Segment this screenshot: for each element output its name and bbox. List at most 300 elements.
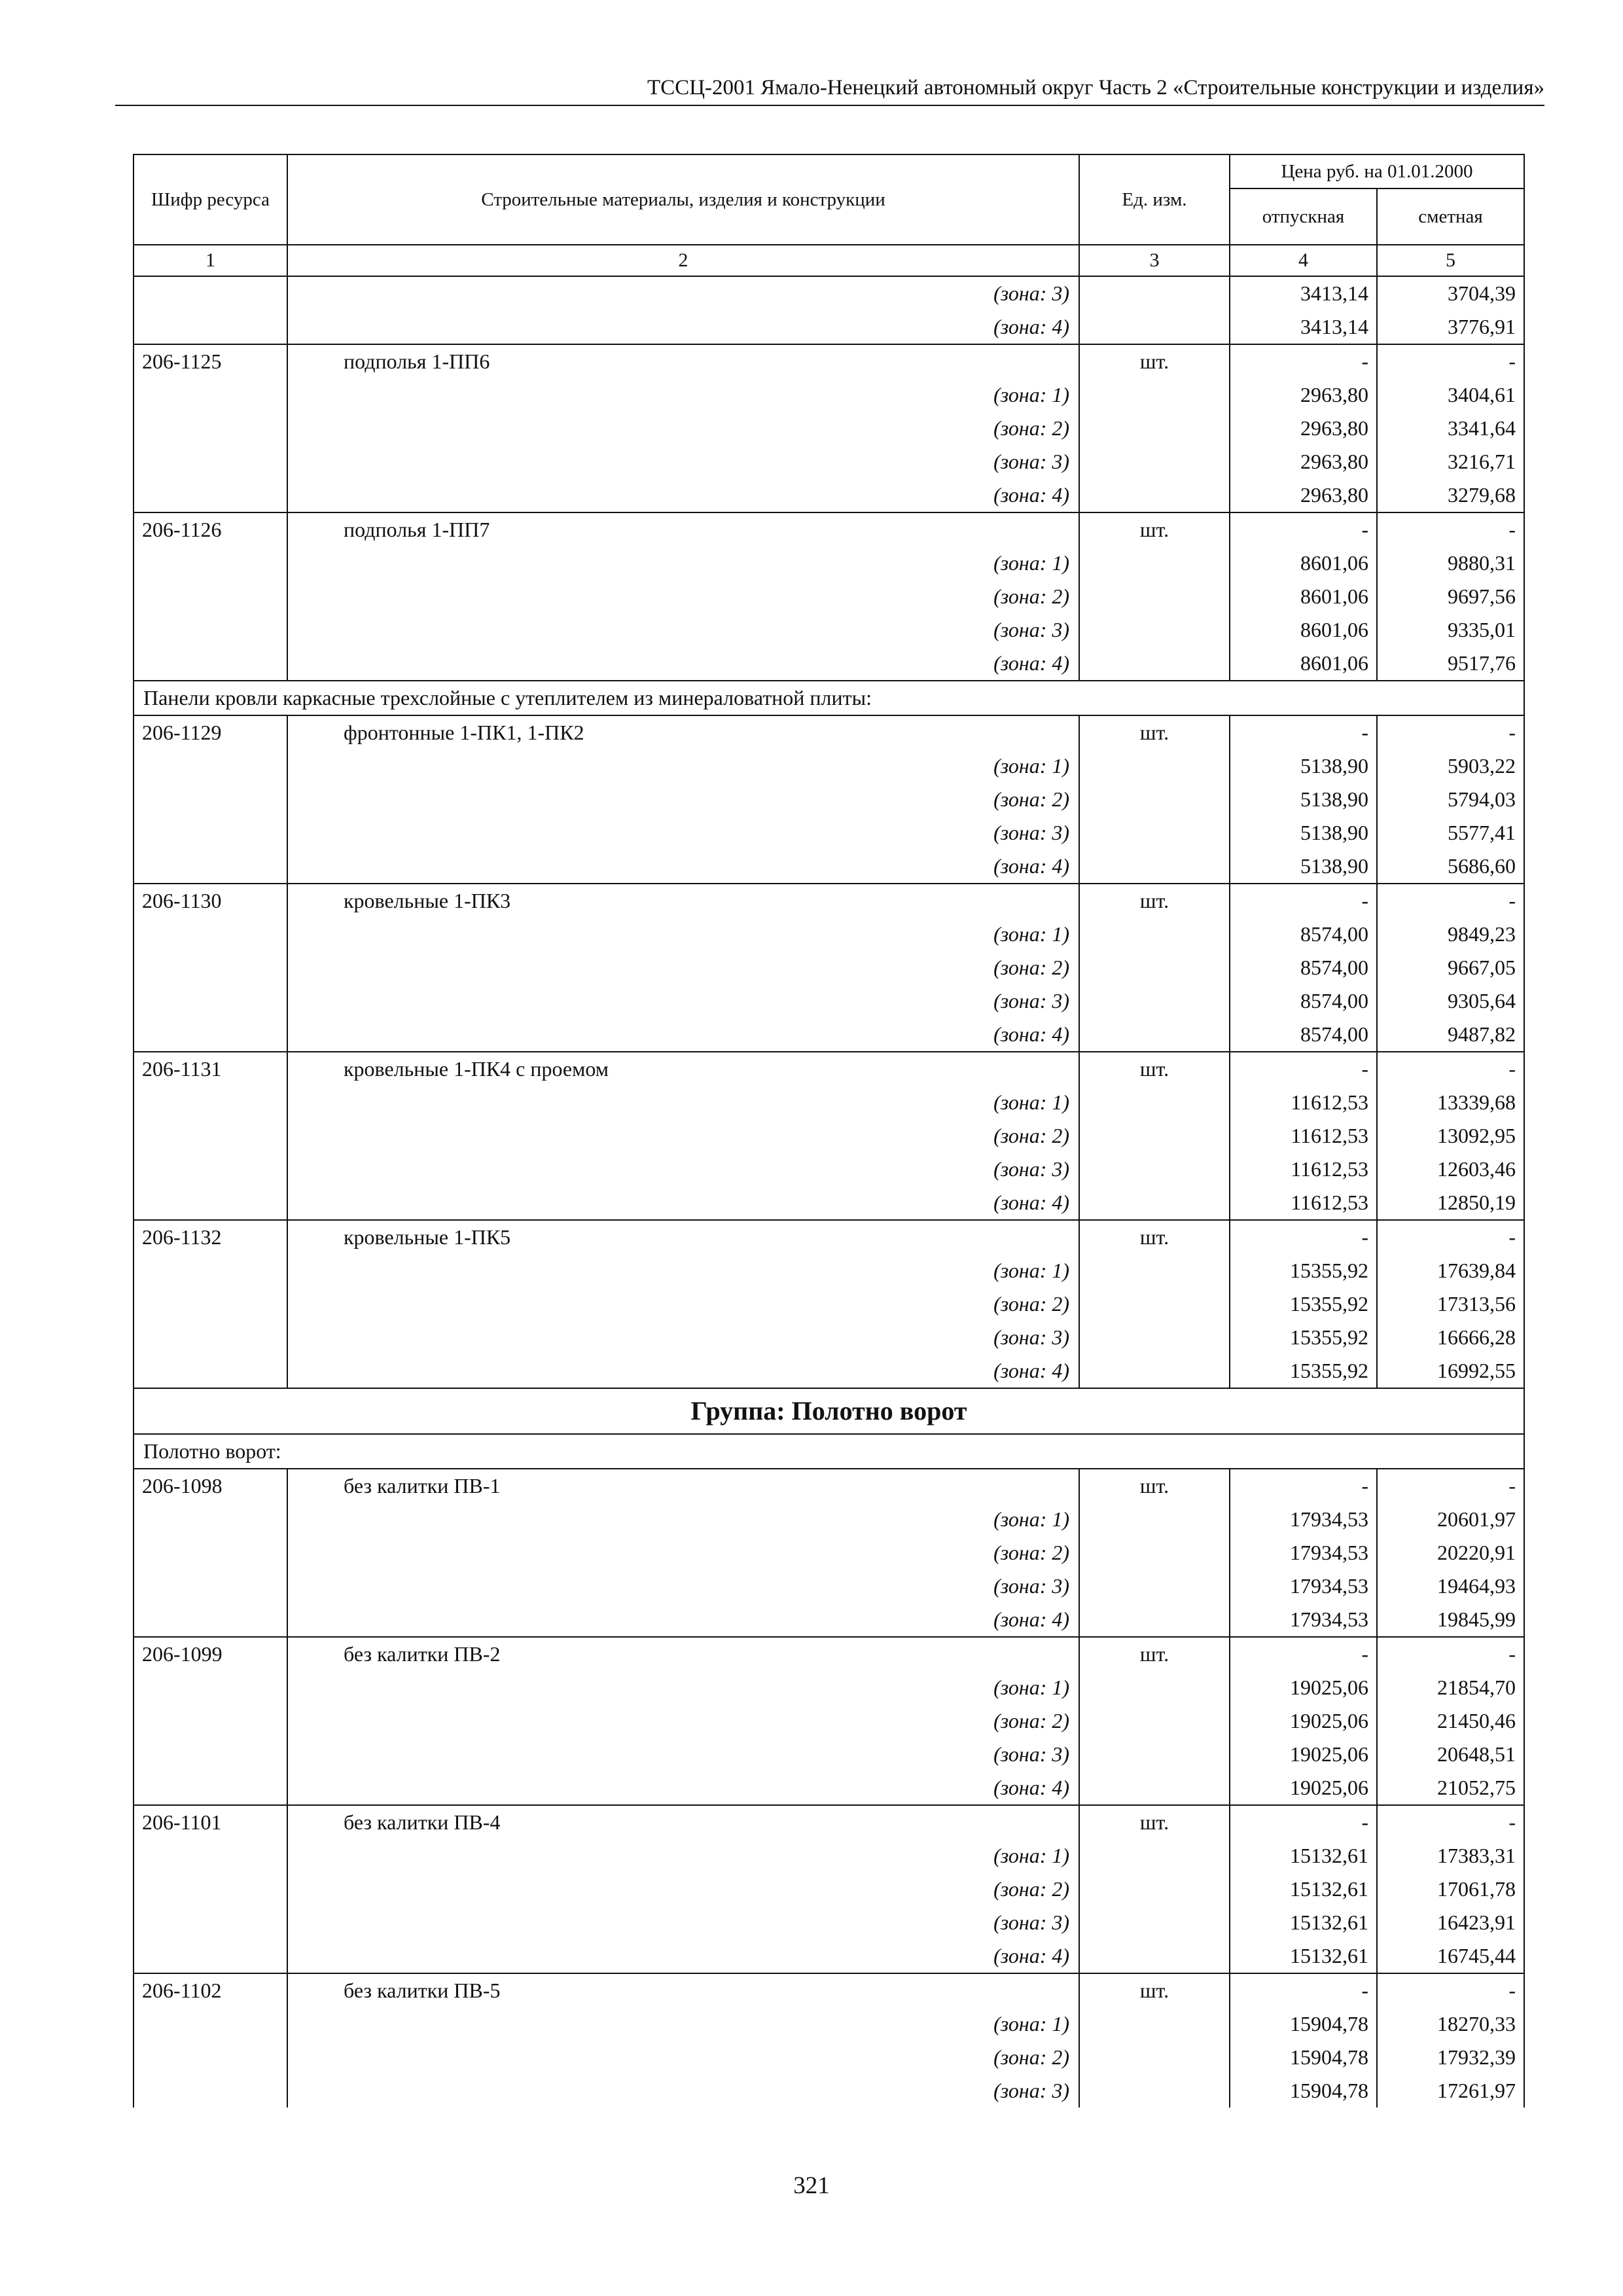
table-row-zone	[134, 1570, 1524, 1603]
resource-code-empty	[134, 1738, 287, 1771]
table-row-item	[134, 512, 1524, 547]
unit-cell: шт.	[1079, 1805, 1230, 1839]
estimate-price: 21052,75	[1377, 1771, 1524, 1805]
zone-label: (зона: 2)	[287, 1536, 1079, 1570]
resource-code-empty	[134, 984, 287, 1018]
zone-label: (зона: 2)	[287, 1873, 1079, 1906]
unit-cell-empty	[1079, 276, 1230, 310]
resource-code-empty	[134, 1536, 287, 1570]
estimate-price: 9849,23	[1377, 918, 1524, 951]
estimate-price: -	[1377, 1220, 1524, 1254]
resource-code-empty	[134, 1153, 287, 1186]
unit-cell-empty	[1079, 1119, 1230, 1153]
resource-code-empty	[134, 951, 287, 984]
estimate-price: 9305,64	[1377, 984, 1524, 1018]
table-row-zone	[134, 1086, 1524, 1119]
table-row-subheading	[134, 681, 1524, 715]
unit-cell-empty	[1079, 1738, 1230, 1771]
release-price: 15355,92	[1230, 1354, 1377, 1388]
subheading-text: Панели кровли каркасные трехслойные с утеплителем из минераловатной плиты:	[134, 681, 1524, 715]
table-row-subheading	[134, 1434, 1524, 1469]
release-price: -	[1230, 1220, 1377, 1254]
table-row-zone	[134, 547, 1524, 580]
unit-cell-empty	[1079, 1603, 1230, 1637]
resource-code: 206-1099	[134, 1637, 287, 1671]
release-price: 8574,00	[1230, 918, 1377, 951]
unit-cell-empty	[1079, 2074, 1230, 2108]
zone-label: (зона: 4)	[287, 850, 1079, 884]
col-header-estimate: сметная	[1377, 188, 1524, 245]
release-price: 17934,53	[1230, 1536, 1377, 1570]
estimate-price: 13339,68	[1377, 1086, 1524, 1119]
estimate-price: 3704,39	[1377, 276, 1524, 310]
unit-cell-empty	[1079, 445, 1230, 478]
table-row-item	[134, 344, 1524, 378]
estimate-price: 18270,33	[1377, 2007, 1524, 2041]
material-name: без калитки ПВ-1	[287, 1469, 1079, 1503]
table-row-zone	[134, 1536, 1524, 1570]
estimate-price: 9517,76	[1377, 647, 1524, 681]
col-header-release: отпускная	[1230, 188, 1377, 245]
zone-label: (зона: 2)	[287, 2041, 1079, 2074]
table-row-zone	[134, 783, 1524, 816]
estimate-price: 16423,91	[1377, 1906, 1524, 1939]
zone-label: (зона: 3)	[287, 613, 1079, 647]
table-row-zone	[134, 850, 1524, 884]
table-body	[134, 276, 1524, 2108]
table-row-zone	[134, 1939, 1524, 1973]
resource-code-empty	[134, 445, 287, 478]
resource-code-empty	[134, 918, 287, 951]
estimate-price: 5577,41	[1377, 816, 1524, 850]
table-row-item	[134, 1973, 1524, 2007]
estimate-price: -	[1377, 1637, 1524, 1671]
estimate-price: 20601,97	[1377, 1503, 1524, 1536]
resource-code: 206-1101	[134, 1805, 287, 1839]
release-price: 15904,78	[1230, 2074, 1377, 2108]
estimate-price: 9487,82	[1377, 1018, 1524, 1052]
unit-cell: шт.	[1079, 1052, 1230, 1086]
estimate-price: 9880,31	[1377, 547, 1524, 580]
zone-label: (зона: 1)	[287, 1086, 1079, 1119]
zone-label: (зона: 4)	[287, 310, 1079, 344]
table-row-item	[134, 1469, 1524, 1503]
estimate-price: 17932,39	[1377, 2041, 1524, 2074]
table-row-zone	[134, 1503, 1524, 1536]
resource-code: 206-1126	[134, 512, 287, 547]
unit-cell-empty	[1079, 1771, 1230, 1805]
unit-cell-empty	[1079, 1873, 1230, 1906]
table-row-zone	[134, 1153, 1524, 1186]
estimate-price: -	[1377, 512, 1524, 547]
estimate-price: 12603,46	[1377, 1153, 1524, 1186]
release-price: 17934,53	[1230, 1503, 1377, 1536]
release-price: 8601,06	[1230, 647, 1377, 681]
table-row-group	[134, 1388, 1524, 1434]
zone-label: (зона: 3)	[287, 1321, 1079, 1354]
resource-code-empty	[134, 749, 287, 783]
unit-cell-empty	[1079, 1153, 1230, 1186]
material-name: без калитки ПВ-5	[287, 1973, 1079, 2007]
resource-code-empty	[134, 647, 287, 681]
table-row-zone	[134, 1603, 1524, 1637]
zone-label: (зона: 2)	[287, 1287, 1079, 1321]
estimate-price: -	[1377, 1973, 1524, 2007]
estimate-price: 9667,05	[1377, 951, 1524, 984]
resource-code-empty	[134, 850, 287, 884]
unit-cell-empty	[1079, 580, 1230, 613]
unit-cell-empty	[1079, 1254, 1230, 1287]
unit-cell-empty	[1079, 2041, 1230, 2074]
unit-cell-empty	[1079, 310, 1230, 344]
price-table	[133, 154, 1525, 2108]
table-row-zone	[134, 445, 1524, 478]
resource-code-empty	[134, 1939, 287, 1973]
release-price: 8601,06	[1230, 580, 1377, 613]
estimate-price: 19845,99	[1377, 1603, 1524, 1637]
col-number-1: 1	[134, 245, 287, 276]
resource-code-empty	[134, 310, 287, 344]
zone-label: (зона: 1)	[287, 749, 1079, 783]
zone-label: (зона: 2)	[287, 783, 1079, 816]
unit-cell-empty	[1079, 816, 1230, 850]
release-price: 2963,80	[1230, 412, 1377, 445]
estimate-price: 16745,44	[1377, 1939, 1524, 1973]
resource-code-empty	[134, 478, 287, 512]
zone-label: (зона: 2)	[287, 580, 1079, 613]
table-row-zone	[134, 1254, 1524, 1287]
col-number-3: 3	[1079, 245, 1230, 276]
release-price: 15355,92	[1230, 1321, 1377, 1354]
release-price: 2963,80	[1230, 478, 1377, 512]
unit-cell-empty	[1079, 547, 1230, 580]
unit-cell-empty	[1079, 1704, 1230, 1738]
unit-cell-empty	[1079, 850, 1230, 884]
col-number-2: 2	[287, 245, 1079, 276]
group-title: Группа: Полотно ворот	[134, 1388, 1524, 1434]
estimate-price: 17639,84	[1377, 1254, 1524, 1287]
zone-label: (зона: 3)	[287, 1738, 1079, 1771]
release-price: 3413,14	[1230, 310, 1377, 344]
table-row-zone	[134, 310, 1524, 344]
table-row-zone	[134, 1018, 1524, 1052]
unit-cell: шт.	[1079, 884, 1230, 918]
resource-code-empty	[134, 2007, 287, 2041]
release-price: 17934,53	[1230, 1570, 1377, 1603]
release-price: -	[1230, 1805, 1377, 1839]
resource-code-empty	[134, 276, 287, 310]
resource-code-empty	[134, 378, 287, 412]
col-number-5: 5	[1377, 245, 1524, 276]
material-name: кровельные 1-ПК3	[287, 884, 1079, 918]
unit-cell-empty	[1079, 1018, 1230, 1052]
release-price: -	[1230, 1973, 1377, 2007]
estimate-price: 3341,64	[1377, 412, 1524, 445]
resource-code-empty	[134, 1086, 287, 1119]
table-row-zone	[134, 580, 1524, 613]
material-name: без калитки ПВ-4	[287, 1805, 1079, 1839]
resource-code-empty	[134, 1321, 287, 1354]
release-price: 19025,06	[1230, 1738, 1377, 1771]
zone-label: (зона: 1)	[287, 1671, 1079, 1704]
release-price: 15904,78	[1230, 2041, 1377, 2074]
resource-code-empty	[134, 613, 287, 647]
release-price: 5138,90	[1230, 816, 1377, 850]
material-name: подполья 1-ПП6	[287, 344, 1079, 378]
unit-cell-empty	[1079, 1503, 1230, 1536]
release-price: -	[1230, 1469, 1377, 1503]
col-header-price-group: Цена руб. на 01.01.2000	[1230, 154, 1524, 188]
resource-code-empty	[134, 1873, 287, 1906]
estimate-price: 17061,78	[1377, 1873, 1524, 1906]
release-price: -	[1230, 884, 1377, 918]
unit-cell-empty	[1079, 1939, 1230, 1973]
zone-label: (зона: 2)	[287, 1704, 1079, 1738]
resource-code: 206-1129	[134, 715, 287, 749]
estimate-price: 17261,97	[1377, 2074, 1524, 2108]
resource-code-empty	[134, 2074, 287, 2108]
col-header-name: Строительные материалы, изделия и конструкции	[287, 154, 1079, 245]
estimate-price: -	[1377, 1805, 1524, 1839]
material-name: без калитки ПВ-2	[287, 1637, 1079, 1671]
unit-cell: шт.	[1079, 344, 1230, 378]
release-price: 15132,61	[1230, 1939, 1377, 1973]
estimate-price: 5794,03	[1377, 783, 1524, 816]
resource-code-empty	[134, 412, 287, 445]
release-price: 5138,90	[1230, 850, 1377, 884]
release-price: 19025,06	[1230, 1671, 1377, 1704]
table-row-item	[134, 1220, 1524, 1254]
table-row-item	[134, 715, 1524, 749]
estimate-price: 3776,91	[1377, 310, 1524, 344]
zone-label: (зона: 2)	[287, 412, 1079, 445]
zone-label: (зона: 3)	[287, 445, 1079, 478]
zone-label: (зона: 3)	[287, 276, 1079, 310]
resource-code-empty	[134, 1018, 287, 1052]
table-row-zone	[134, 2041, 1524, 2074]
release-price: 15355,92	[1230, 1254, 1377, 1287]
release-price: 15355,92	[1230, 1287, 1377, 1321]
zone-label: (зона: 1)	[287, 378, 1079, 412]
table-row-zone	[134, 2074, 1524, 2108]
estimate-price: -	[1377, 715, 1524, 749]
zone-label: (зона: 1)	[287, 547, 1079, 580]
unit-cell-empty	[1079, 1536, 1230, 1570]
zone-label: (зона: 4)	[287, 1771, 1079, 1805]
table-row-zone	[134, 1321, 1524, 1354]
unit-cell-empty	[1079, 1839, 1230, 1873]
release-price: -	[1230, 715, 1377, 749]
unit-cell-empty	[1079, 1287, 1230, 1321]
zone-label: (зона: 3)	[287, 1153, 1079, 1186]
unit-cell: шт.	[1079, 715, 1230, 749]
zone-label: (зона: 1)	[287, 918, 1079, 951]
estimate-price: 9697,56	[1377, 580, 1524, 613]
unit-cell-empty	[1079, 647, 1230, 681]
zone-label: (зона: 2)	[287, 951, 1079, 984]
resource-code-empty	[134, 1354, 287, 1388]
table-row-zone	[134, 647, 1524, 681]
unit-cell-empty	[1079, 984, 1230, 1018]
estimate-price: 16992,55	[1377, 1354, 1524, 1388]
table-row-zone	[134, 412, 1524, 445]
zone-label: (зона: 3)	[287, 1906, 1079, 1939]
page-header: ТССЦ-2001 Ямало-Ненецкий автономный округ Часть 2 «Строительные конструкции и изделия»	[647, 76, 1544, 99]
resource-code: 206-1131	[134, 1052, 287, 1086]
col-header-unit: Ед. изм.	[1079, 154, 1230, 245]
resource-code-empty	[134, 1503, 287, 1536]
col-number-4: 4	[1230, 245, 1377, 276]
release-price: 11612,53	[1230, 1086, 1377, 1119]
zone-label: (зона: 4)	[287, 1603, 1079, 1637]
table-row-zone	[134, 1839, 1524, 1873]
release-price: 15904,78	[1230, 2007, 1377, 2041]
material-name: фронтонные 1-ПК1, 1-ПК2	[287, 715, 1079, 749]
table-row-zone	[134, 1186, 1524, 1220]
release-price: 11612,53	[1230, 1153, 1377, 1186]
estimate-price: 12850,19	[1377, 1186, 1524, 1220]
table-row-zone	[134, 1771, 1524, 1805]
table-row-zone	[134, 1873, 1524, 1906]
table-row-zone	[134, 816, 1524, 850]
table-row-zone	[134, 478, 1524, 512]
release-price: 15132,61	[1230, 1873, 1377, 1906]
resource-code-empty	[134, 547, 287, 580]
estimate-price: 20220,91	[1377, 1536, 1524, 1570]
unit-cell-empty	[1079, 1906, 1230, 1939]
zone-label: (зона: 3)	[287, 1570, 1079, 1603]
release-price: 3413,14	[1230, 276, 1377, 310]
resource-code-empty	[134, 1570, 287, 1603]
resource-code-empty	[134, 1839, 287, 1873]
zone-label: (зона: 3)	[287, 984, 1079, 1018]
estimate-price: 19464,93	[1377, 1570, 1524, 1603]
table-row-zone	[134, 918, 1524, 951]
zone-label: (зона: 3)	[287, 816, 1079, 850]
subheading-text: Полотно ворот:	[134, 1434, 1524, 1469]
table-row-item	[134, 1805, 1524, 1839]
resource-code: 206-1125	[134, 344, 287, 378]
unit-cell-empty	[1079, 1321, 1230, 1354]
release-price: 5138,90	[1230, 783, 1377, 816]
unit-cell-empty	[1079, 1186, 1230, 1220]
estimate-price: 3279,68	[1377, 478, 1524, 512]
unit-cell-empty	[1079, 951, 1230, 984]
zone-label: (зона: 1)	[287, 2007, 1079, 2041]
resource-code: 206-1098	[134, 1469, 287, 1503]
resource-code-empty	[134, 2041, 287, 2074]
estimate-price: 21450,46	[1377, 1704, 1524, 1738]
zone-label: (зона: 4)	[287, 478, 1079, 512]
estimate-price: 17313,56	[1377, 1287, 1524, 1321]
table-row-zone	[134, 1119, 1524, 1153]
estimate-price: 3216,71	[1377, 445, 1524, 478]
release-price: 8574,00	[1230, 1018, 1377, 1052]
resource-code-empty	[134, 1906, 287, 1939]
estimate-price: 5903,22	[1377, 749, 1524, 783]
release-price: -	[1230, 512, 1377, 547]
unit-cell: шт.	[1079, 1220, 1230, 1254]
table-row-zone	[134, 951, 1524, 984]
resource-code-empty	[134, 1287, 287, 1321]
release-price: 15132,61	[1230, 1839, 1377, 1873]
estimate-price: 9335,01	[1377, 613, 1524, 647]
release-price: 11612,53	[1230, 1186, 1377, 1220]
table-row-zone	[134, 984, 1524, 1018]
zone-label: (зона: 4)	[287, 1354, 1079, 1388]
resource-code-empty	[134, 1119, 287, 1153]
zone-label: (зона: 4)	[287, 1018, 1079, 1052]
resource-code-empty	[134, 783, 287, 816]
unit-cell-empty	[1079, 1570, 1230, 1603]
release-price: -	[1230, 1637, 1377, 1671]
table-row-zone	[134, 2007, 1524, 2041]
table-row-item	[134, 1052, 1524, 1086]
table-row-zone	[134, 1671, 1524, 1704]
release-price: 2963,80	[1230, 445, 1377, 478]
table-row-zone	[134, 613, 1524, 647]
unit-cell: шт.	[1079, 1637, 1230, 1671]
estimate-price: 13092,95	[1377, 1119, 1524, 1153]
estimate-price: -	[1377, 1052, 1524, 1086]
release-price: 15132,61	[1230, 1906, 1377, 1939]
zone-label: (зона: 3)	[287, 2074, 1079, 2108]
release-price: 19025,06	[1230, 1704, 1377, 1738]
release-price: 8601,06	[1230, 613, 1377, 647]
resource-code: 206-1130	[134, 884, 287, 918]
unit-cell-empty	[1079, 412, 1230, 445]
unit-cell: шт.	[1079, 512, 1230, 547]
table-row-zone	[134, 1354, 1524, 1388]
table-row-zone	[134, 749, 1524, 783]
unit-cell-empty	[1079, 1086, 1230, 1119]
release-price: 17934,53	[1230, 1603, 1377, 1637]
unit-cell-empty	[1079, 1354, 1230, 1388]
estimate-price: 20648,51	[1377, 1738, 1524, 1771]
zone-label: (зона: 1)	[287, 1254, 1079, 1287]
table-row-zone	[134, 1906, 1524, 1939]
table-row-item	[134, 1637, 1524, 1671]
zone-label: (зона: 2)	[287, 1119, 1079, 1153]
release-price: 8574,00	[1230, 984, 1377, 1018]
resource-code: 206-1102	[134, 1973, 287, 2007]
unit-cell-empty	[1079, 783, 1230, 816]
zone-label: (зона: 1)	[287, 1503, 1079, 1536]
resource-code-empty	[134, 1671, 287, 1704]
table-row-zone	[134, 276, 1524, 310]
table-row-zone	[134, 1704, 1524, 1738]
estimate-price: 21854,70	[1377, 1671, 1524, 1704]
table-row-zone	[134, 1738, 1524, 1771]
table-row-item	[134, 884, 1524, 918]
release-price: 8601,06	[1230, 547, 1377, 580]
material-name: кровельные 1-ПК4 с проемом	[287, 1052, 1079, 1086]
unit-cell-empty	[1079, 1671, 1230, 1704]
table-row-zone	[134, 378, 1524, 412]
material-name: подполья 1-ПП7	[287, 512, 1079, 547]
resource-code-empty	[134, 1771, 287, 1805]
estimate-price: 16666,28	[1377, 1321, 1524, 1354]
header-rule	[115, 105, 1544, 106]
release-price: 8574,00	[1230, 951, 1377, 984]
resource-code-empty	[134, 1603, 287, 1637]
zone-label: (зона: 1)	[287, 1839, 1079, 1873]
unit-cell-empty	[1079, 613, 1230, 647]
release-price: 5138,90	[1230, 749, 1377, 783]
release-price: -	[1230, 1052, 1377, 1086]
resource-code: 206-1132	[134, 1220, 287, 1254]
zone-label: (зона: 4)	[287, 1939, 1079, 1973]
